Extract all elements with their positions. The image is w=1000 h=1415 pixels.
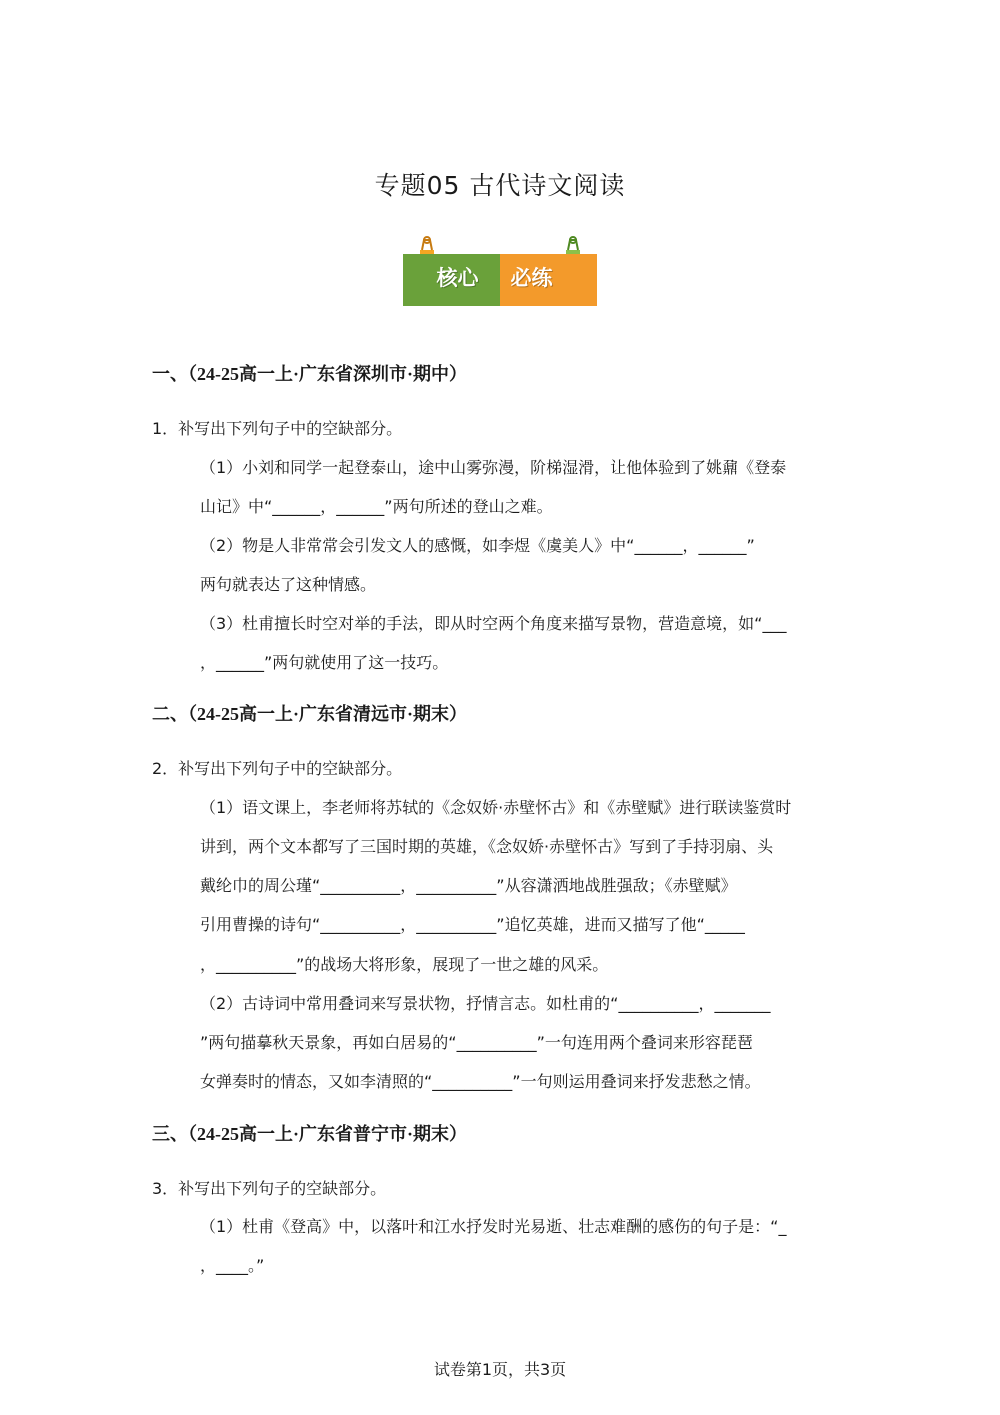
question-line: （1）小刘和同学一起登泰山，途中山雾弥漫，阶梯湿滑，让他体验到了姚鼐《登泰 — [200, 458, 787, 477]
question-line: （1）语文课上，李老师将苏轼的《念奴娇·赤壁怀古》和《赤壁赋》进行联读鉴赏时 — [200, 798, 792, 817]
question-line: 戴纶巾的周公瑾“__________，__________”从容潇洒地战胜强敌；《赤壁赋》 — [200, 876, 737, 895]
question-line: 两句就表达了这种情感。 — [200, 575, 377, 594]
question-line: ，______”两句就使用了这一技巧。 — [200, 653, 449, 672]
badge-left-text: 核心 — [436, 266, 479, 290]
core-practice-badge — [403, 236, 597, 306]
question-line: ，__________”的战场大将形象，展现了一世之雄的风采。 — [200, 955, 609, 974]
section-heading: 二、（24-25高一上·广东省清远市·期末） — [152, 704, 467, 724]
question-stem: 3．补写出下列句子的空缺部分。 — [152, 1179, 387, 1198]
question-line: （2）古诗词中常用叠词来写景状物，抒情言志。如杜甫的“__________，_______ — [200, 994, 771, 1013]
question-line: 讲到，两个文本都写了三国时期的英雄，《念奴娇·赤壁怀古》写到了手持羽扇、头 — [200, 837, 774, 856]
question-stem: 2．补写出下列句子中的空缺部分。 — [152, 759, 403, 778]
question-line: （3）杜甫擅长时空对举的手法，即从时空两个角度来描写景物，营造意境，如“___ — [200, 614, 787, 633]
question-stem: 1．补写出下列句子中的空缺部分。 — [152, 419, 403, 438]
question-line: 引用曹操的诗句“__________，__________”追忆英雄，进而又描写了他“_____ — [200, 915, 745, 934]
section-heading: 三、（24-25高一上·广东省普宁市·期末） — [152, 1124, 467, 1144]
page-title: 专题05 古代诗文阅读 — [374, 171, 626, 200]
question-line: ”两句描摹秋天景象，再如白居易的“__________”一句连用两个叠词来形容琵琶 — [200, 1033, 753, 1052]
question-line: （1）杜甫《登高》中，以落叶和江水抒发时光易逝、壮志难酬的感伤的句子是：“_ — [200, 1217, 787, 1236]
question-line: 山记》中“______，______”两句所述的登山之难。 — [200, 497, 553, 516]
badge-right-text: 必练 — [510, 266, 553, 290]
question-line: 女弹奏时的情态，又如李清照的“__________”一句则运用叠词来抒发悲愁之情。 — [200, 1072, 761, 1091]
page-footer: 试卷第1页，共3页 — [433, 1360, 567, 1379]
question-line: ，____。” — [200, 1256, 265, 1275]
section-heading: 一、（24-25高一上·广东省深圳市·期中） — [152, 364, 467, 384]
question-line: （2）物是人非常常会引发文人的感慨，如李煜《虞美人》中“______，______” — [200, 536, 755, 555]
